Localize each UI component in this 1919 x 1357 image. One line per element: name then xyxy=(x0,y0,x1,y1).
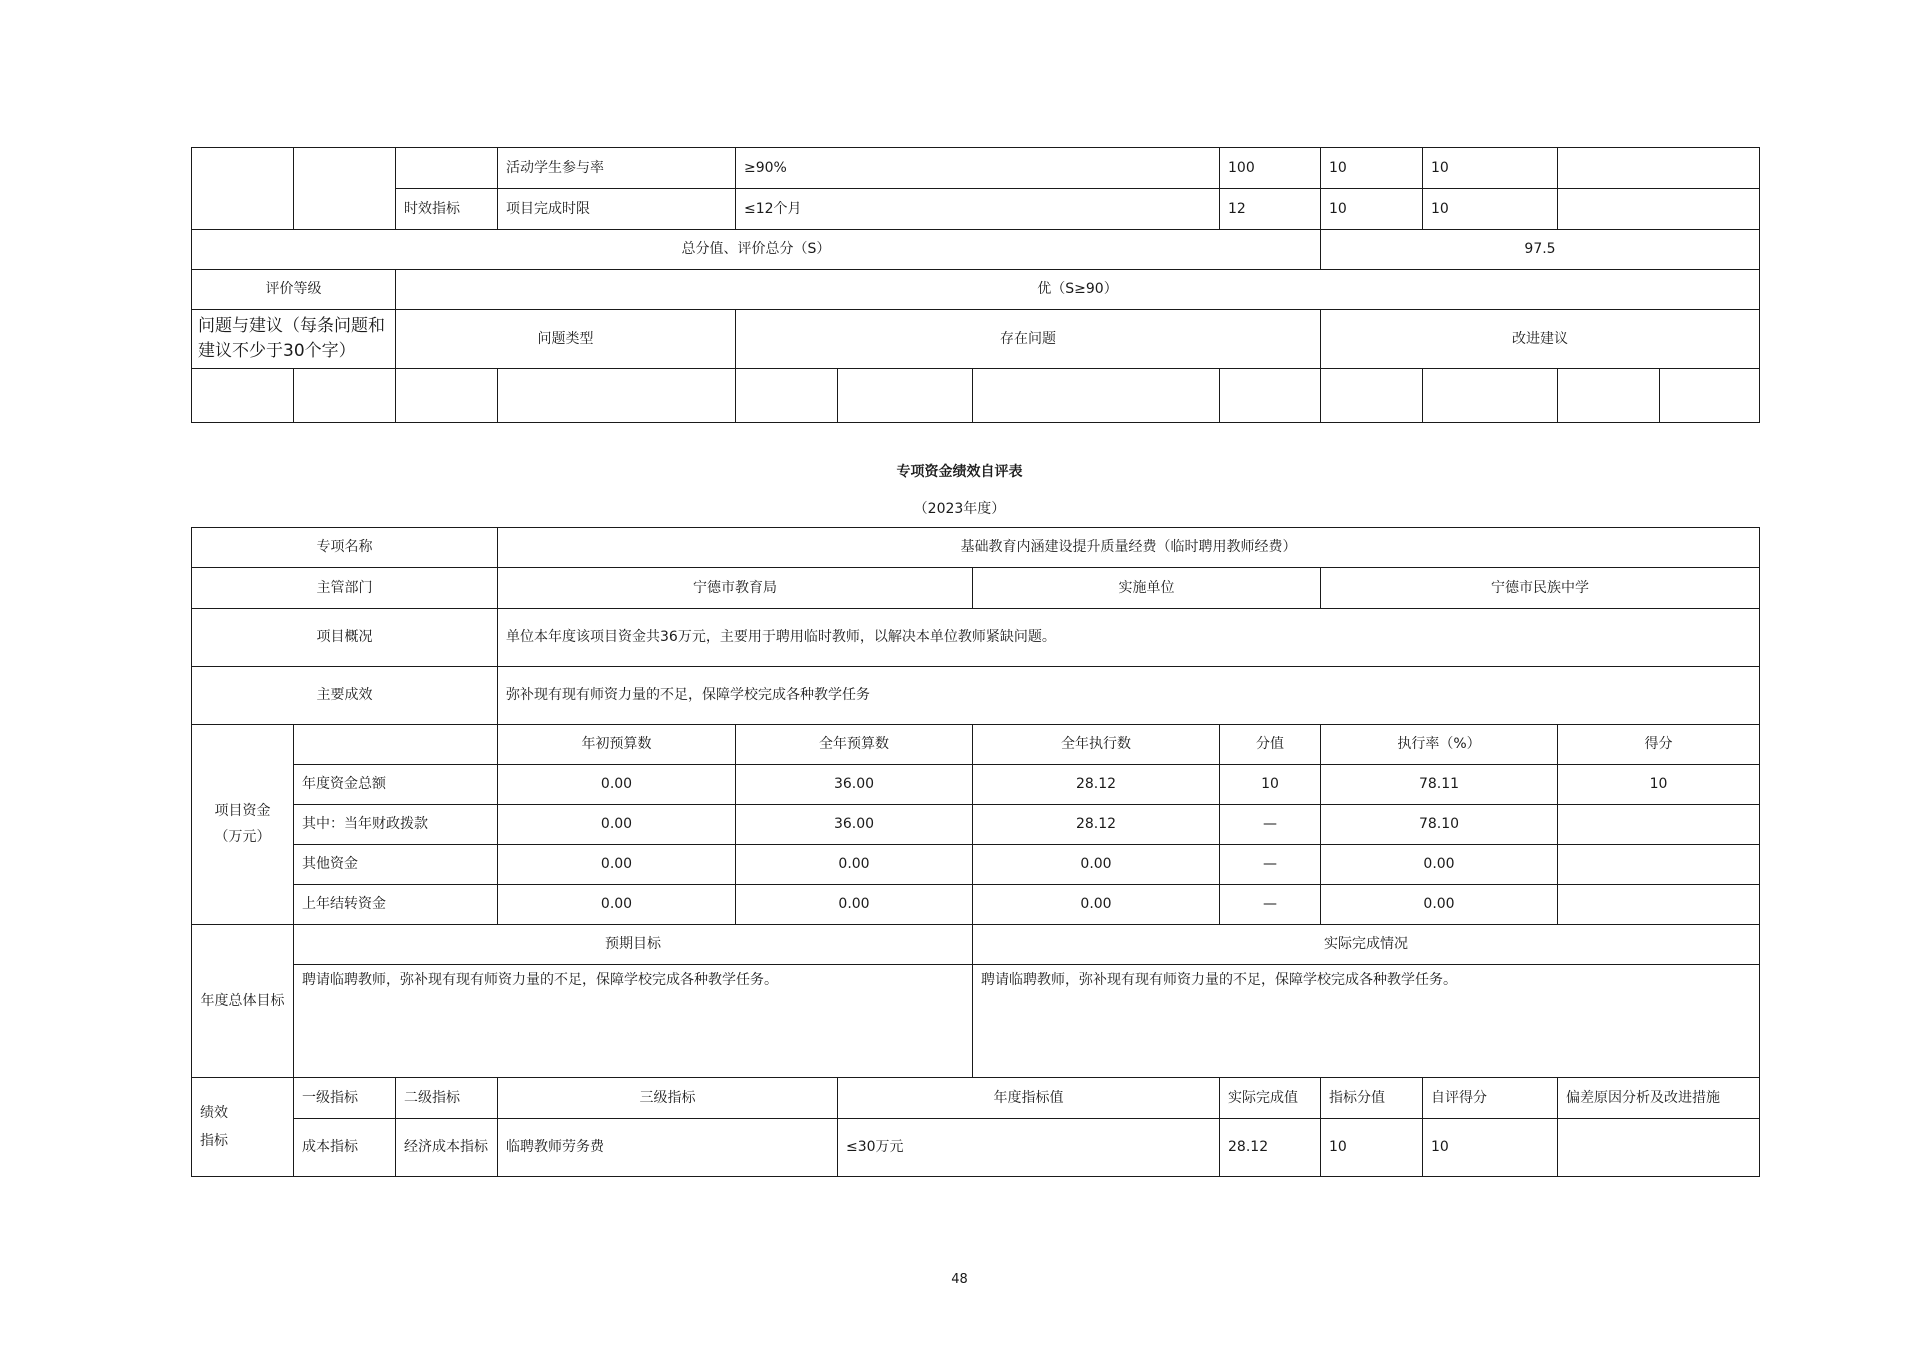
indicator-target: ≤12个月 xyxy=(736,189,1220,230)
perf-header: 三级指标 xyxy=(498,1078,838,1119)
fund-header: 全年预算数 xyxy=(736,725,973,765)
total-row xyxy=(192,230,1760,270)
goal-expected-header: 预期目标 xyxy=(294,925,973,965)
continued-indicator-table xyxy=(191,147,1760,423)
perf-level2: 经济成本指标 xyxy=(396,1119,498,1177)
indicator-actual: 12 xyxy=(1220,189,1321,230)
goal-actual-text: 聘请临聘教师，弥补现有现有师资力量的不足，保障学校完成各种教学任务。 xyxy=(973,965,1760,1078)
perf-label xyxy=(192,1078,294,1177)
indicator-target: ≥90% xyxy=(736,148,1220,189)
table-row xyxy=(192,568,1760,609)
fund-header: 执行率（%） xyxy=(1321,725,1558,765)
table-row xyxy=(192,189,1760,230)
impl-label: 实施单位 xyxy=(973,568,1321,609)
fund-header: 得分 xyxy=(1558,725,1760,765)
performance-self-evaluation-table xyxy=(191,527,1760,1177)
perf-level3: 临聘教师劳务费 xyxy=(498,1119,838,1177)
fund-row xyxy=(192,885,1760,925)
fund-header: 全年执行数 xyxy=(973,725,1220,765)
grade-row xyxy=(192,270,1760,310)
impl-value: 宁德市民族中学 xyxy=(1321,568,1760,609)
project-name-label: 专项名称 xyxy=(192,528,498,568)
fund-label-line2: （万元） xyxy=(214,828,271,845)
problem-empty-row xyxy=(192,369,1760,423)
form-title: 专项资金绩效自评表 xyxy=(896,464,1023,480)
fund-cell: 78.11 xyxy=(1321,765,1558,805)
fund-label xyxy=(192,725,294,925)
problem-header-row xyxy=(192,310,1760,369)
problem-label: 问题与建议（每条问题和建议不少于30个字） xyxy=(192,310,396,369)
goal-text-row xyxy=(192,965,1760,1078)
perf-score-value: 10 xyxy=(1321,1119,1423,1177)
fund-cell: 28.12 xyxy=(973,805,1220,845)
fund-row-name: 上年结转资金 xyxy=(294,885,498,925)
fund-cell: 0.00 xyxy=(973,845,1220,885)
indicator-self-score: 10 xyxy=(1423,148,1558,189)
perf-row xyxy=(192,1119,1760,1177)
indicator-self-score: 10 xyxy=(1423,189,1558,230)
improve-header: 改进建议 xyxy=(1321,310,1760,369)
indicator-name: 活动学生参与率 xyxy=(498,148,736,189)
dept-value: 宁德市教育局 xyxy=(498,568,973,609)
fund-cell: 0.00 xyxy=(973,885,1220,925)
grade-label: 评价等级 xyxy=(192,270,396,310)
fund-row-name: 其中：当年财政拨款 xyxy=(294,805,498,845)
fund-cell: 0.00 xyxy=(498,885,736,925)
fund-header-row xyxy=(192,725,1760,765)
indicator-level2: 时效指标 xyxy=(396,189,498,230)
fund-cell: 10 xyxy=(1558,765,1760,805)
indicator-score-value: 10 xyxy=(1321,189,1423,230)
fund-cell: 0.00 xyxy=(736,885,973,925)
perf-actual: 28.12 xyxy=(1220,1119,1321,1177)
existing-problem-header: 存在问题 xyxy=(736,310,1321,369)
fund-cell: 0.00 xyxy=(498,845,736,885)
perf-level1: 成本指标 xyxy=(294,1119,396,1177)
project-name-value: 基础教育内涵建设提升质量经费（临时聘用教师经费） xyxy=(498,528,1760,568)
fund-cell: 0.00 xyxy=(498,765,736,805)
fund-label-line1: 项目资金 xyxy=(214,803,271,820)
perf-header: 自评得分 xyxy=(1423,1078,1558,1119)
goal-label: 年度总体目标 xyxy=(192,925,294,1078)
goal-header-row xyxy=(192,925,1760,965)
fund-row xyxy=(192,845,1760,885)
fund-cell: — xyxy=(1220,805,1321,845)
fund-cell: 0.00 xyxy=(1321,845,1558,885)
fund-row-name: 其他资金 xyxy=(294,845,498,885)
fund-header: 分值 xyxy=(1220,725,1321,765)
perf-header: 一级指标 xyxy=(294,1078,396,1119)
fund-cell: 78.10 xyxy=(1321,805,1558,845)
fund-cell: 36.00 xyxy=(736,765,973,805)
fund-row xyxy=(192,805,1760,845)
perf-header: 实际完成值 xyxy=(1220,1078,1321,1119)
fund-row-name: 年度资金总额 xyxy=(294,765,498,805)
perf-label-line1: 绩效 xyxy=(200,1105,228,1121)
table-row xyxy=(192,609,1760,667)
result-label: 主要成效 xyxy=(192,667,498,725)
dept-label: 主管部门 xyxy=(192,568,498,609)
total-label: 总分值、评价总分（S） xyxy=(192,230,1321,270)
goal-actual-header: 实际完成情况 xyxy=(973,925,1760,965)
table-row xyxy=(192,667,1760,725)
indicator-name: 项目完成时限 xyxy=(498,189,736,230)
total-value: 97.5 xyxy=(1321,230,1760,270)
indicator-actual: 100 xyxy=(1220,148,1321,189)
perf-header: 二级指标 xyxy=(396,1078,498,1119)
indicator-score-value: 10 xyxy=(1321,148,1423,189)
fund-cell xyxy=(1558,805,1760,845)
perf-label-line2: 指标 xyxy=(200,1133,228,1149)
fund-cell: 10 xyxy=(1220,765,1321,805)
goal-expected-text: 聘请临聘教师，弥补现有现有师资力量的不足，保障学校完成各种教学任务。 xyxy=(294,965,973,1078)
fund-cell xyxy=(1558,845,1760,885)
fund-cell xyxy=(1558,885,1760,925)
page-number: 48 xyxy=(951,1272,968,1287)
fund-row xyxy=(192,765,1760,805)
grade-value: 优（S≥90） xyxy=(396,270,1760,310)
perf-header: 年度指标值 xyxy=(838,1078,1220,1119)
perf-header: 偏差原因分析及改进措施 xyxy=(1558,1078,1760,1119)
fund-cell: — xyxy=(1220,885,1321,925)
overview-value: 单位本年度该项目资金共36万元，主要用于聘用临时教师，以解决本单位教师紧缺问题。 xyxy=(498,609,1760,667)
table-row xyxy=(192,148,1760,189)
fund-cell: 28.12 xyxy=(973,765,1220,805)
result-value: 弥补现有现有师资力量的不足，保障学校完成各种教学任务 xyxy=(498,667,1760,725)
overview-label: 项目概况 xyxy=(192,609,498,667)
table-row xyxy=(192,528,1760,568)
fund-cell: — xyxy=(1220,845,1321,885)
perf-header-row xyxy=(192,1078,1760,1119)
fund-cell: 36.00 xyxy=(736,805,973,845)
fund-header: 年初预算数 xyxy=(498,725,736,765)
problem-type-header: 问题类型 xyxy=(396,310,736,369)
perf-header: 指标分值 xyxy=(1321,1078,1423,1119)
fund-cell: 0.00 xyxy=(498,805,736,845)
perf-self-score: 10 xyxy=(1423,1119,1558,1177)
perf-target: ≤30万元 xyxy=(838,1119,1220,1177)
fund-cell: 0.00 xyxy=(736,845,973,885)
fund-cell: 0.00 xyxy=(1321,885,1558,925)
form-year: （2023年度） xyxy=(913,501,1006,517)
